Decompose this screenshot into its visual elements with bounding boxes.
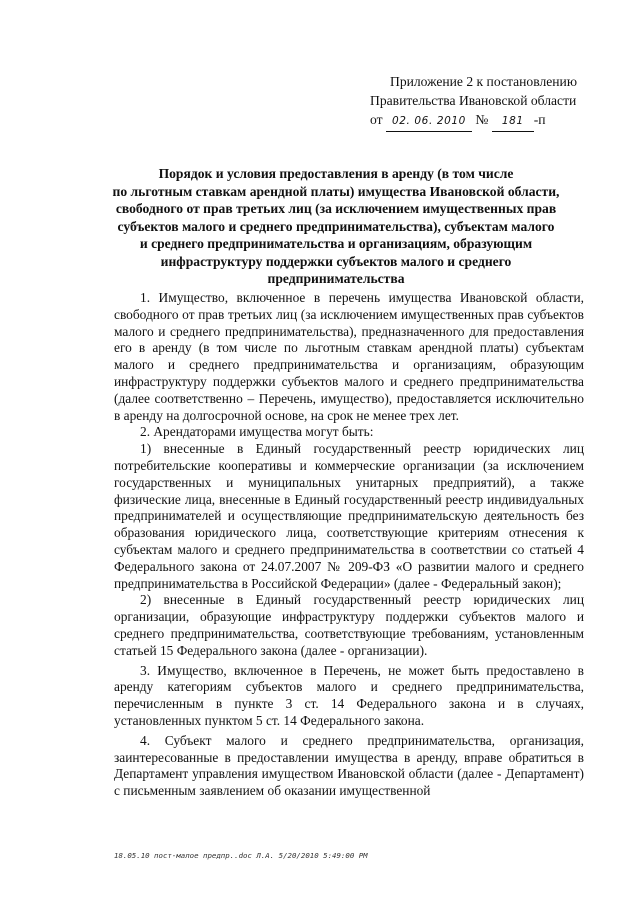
title-line: субъектов малого и среднего предпринимательства), субъектам малого — [117, 218, 555, 234]
paragraph-4: 4. Субъект малого и среднего предпринимательства, организация, заинтересованные в предоставлении имущества в аренду, вправе обратиться в Департамент управления имуществом Ивановской области (далее - Департамент) с письменным заявлением об оказании имущественной — [114, 732, 584, 799]
title-line: инфраструктуру поддержки субъектов малого и среднего — [160, 253, 512, 269]
from-label: от — [370, 112, 383, 127]
handwritten-date: 02. 06. 2010 — [386, 112, 472, 132]
paragraph-2-1: 1) внесенные в Единый государственный реестр юридических лиц потребительские кооперативы и коммерческие организации (за исключением государственных и муниципальных унитарных предприятий), а также физические лица, внесенные в Единый государственный реестр индивидуальных предпринимателей и осуществляющие предпринимательскую деятельность без образования юридического лица, соответствующие критериям отнесения к субъектам малого и среднего предпринимательства в соответствии со статьей 4 Федерального закона от 24.07.2007 № 209-ФЗ «О развитии малого и среднего предпринимательства в Российской Федерации» (далее - Федеральный закон); — [114, 441, 584, 591]
appendix-line-2: Правительства Ивановской области — [370, 93, 577, 108]
paragraph-3: 3. Имущество, включенное в Перечень, не может быть предоставлено в аренду категориям субъектов малого и среднего предпринимательства, перечисленным в пункте 3 ст. 14 Федерального закона и в случаях, установленных пунктом 5 ст. 14 Федерального закона. — [114, 662, 584, 728]
number-suffix: -п — [533, 112, 546, 127]
file-footer: 18.05.10 пост-малое предпр..doc Л.А. 5/20/2010 5:49:00 PM — [114, 851, 368, 860]
document-body — [114, 290, 584, 800]
appendix-line-3 — [368, 110, 600, 132]
handwritten-number: 181 — [492, 112, 534, 132]
title-line: Порядок и условия предоставления в аренду (в том числе — [158, 166, 514, 181]
title-line: предпринимательства — [267, 271, 405, 286]
appendix-line-1: Приложение 2 к постановлению — [390, 74, 577, 89]
paragraph-2-2: 2) внесенные в Единый государственный реестр юридических лиц организации, образующие инфраструктуру поддержки субъектов малого и среднего предпринимательства, соответствующие требованиям, установленным статьей 15 Федерального закона (далее - организации). — [114, 592, 584, 658]
document-title — [86, 165, 586, 288]
paragraph-1: 1. Имущество, включенное в перечень имущества Ивановской области, свободного от прав третьих лиц (за исключением имущественных прав субъектов малого и среднего предпринимательства), предназначенного для предоставления его в аренду (в том числе по льготным ставкам арендной платы) субъектам малого и среднего предпринимательства и организациям, образующим инфраструктуру поддержки субъектов малого и среднего предпринимательства (далее соответственно – Перечень, имущество), предоставляется исключительно в аренду на долгосрочной основе, на срок не менее трех лет. — [114, 290, 584, 423]
number-label: № — [475, 112, 489, 127]
title-line: и среднего предпринимательства и организациям, образующим — [139, 236, 533, 251]
paragraph-2: 2. Арендаторами имущества могут быть: — [140, 424, 374, 440]
title-line: по льготным ставкам арендной платы) имущества Ивановской области, — [112, 183, 560, 199]
title-line: свободного от прав третьих лиц (за исключением имущественных прав — [115, 201, 557, 216]
appendix-header — [368, 72, 600, 132]
